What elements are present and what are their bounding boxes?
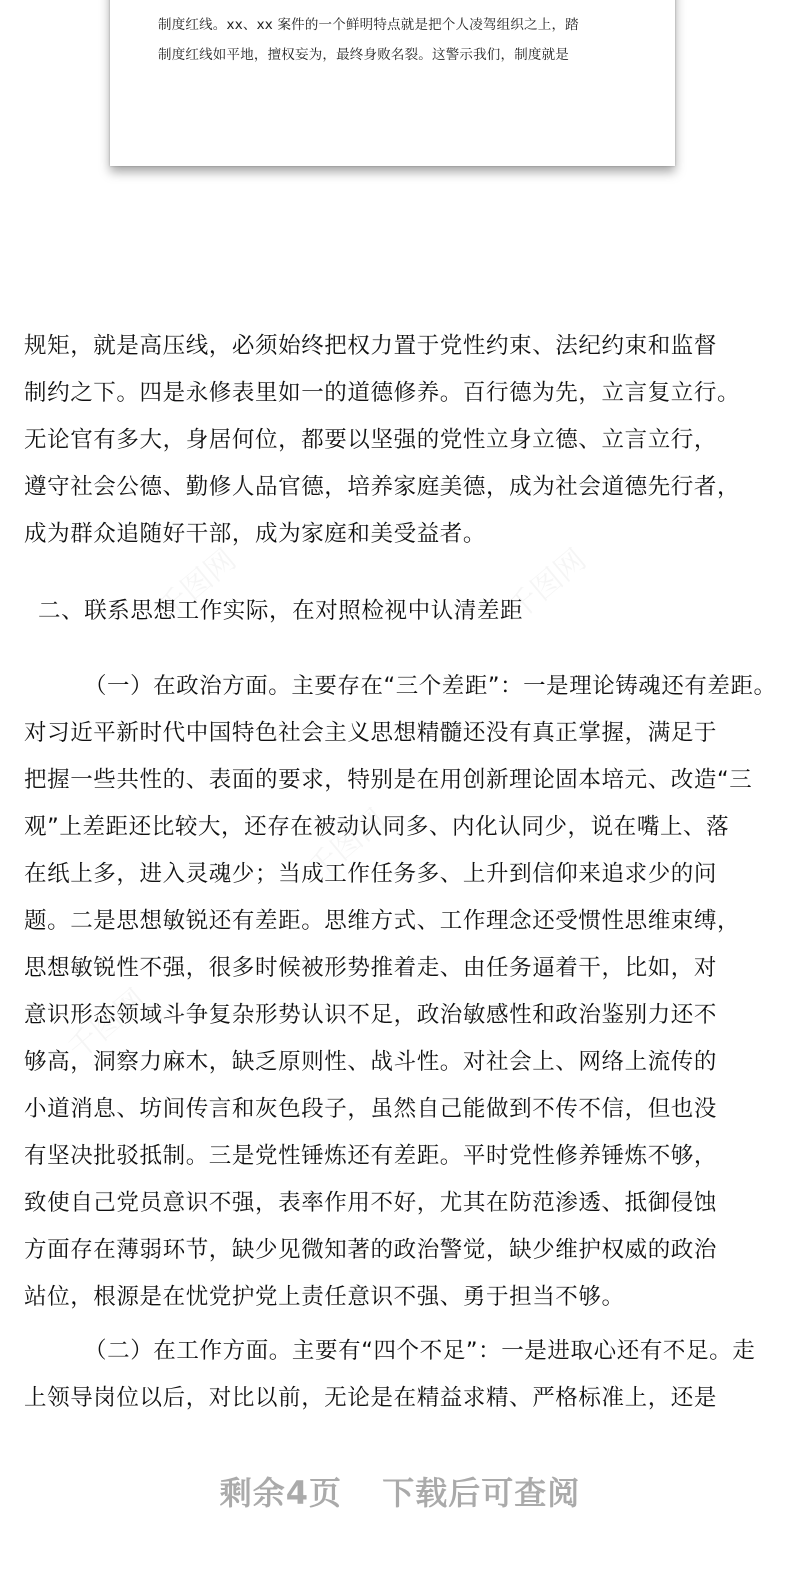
text-line: 题。二是思想敏锐还有差距。思维方式、工作理念还受惯性思维束缚， — [24, 908, 741, 934]
text-line: 观”上差距还比较大，还存在被动认同多、内化认同少，说在嘴上、落 — [24, 814, 730, 840]
preview-card — [110, 0, 675, 166]
remaining-pages: 剩余4页 — [219, 1474, 343, 1512]
preview-line: 制度红线。xx、xx 案件的一个鲜明特点就是把个人凌驾组织之上，踏 — [158, 17, 579, 33]
text-line: （二）在工作方面。主要有“四个不足”：一是进取心还有不足。走 — [84, 1338, 756, 1364]
text-line: 够高，洞察力麻木，缺乏原则性、战斗性。对社会上、网络上流传的 — [24, 1049, 718, 1075]
text-line: 致使自己党员意识不强，表率作用不好，尤其在防范渗透、抵御侵蚀 — [24, 1190, 718, 1216]
text-line: 规矩，就是高压线，必须始终把权力置于党性约束、法纪约束和监督 — [24, 333, 718, 359]
text-line: 遵守社会公德、勤修人品官德，培养家庭美德，成为社会道德先行者， — [24, 474, 741, 500]
text-line: 方面存在薄弱环节，缺少见微知著的政治警觉，缺少维护权威的政治 — [24, 1237, 718, 1263]
text-line: 站位，根源是在忧党护党上责任意识不强、勇于担当不够。 — [24, 1284, 625, 1310]
download-prompt[interactable] — [0, 1468, 800, 1514]
text-line: 无论官有多大，身居何位，都要以坚强的党性立身立德、立言立行， — [24, 427, 718, 453]
text-line: 有坚决批驳抵制。三是党性锤炼还有差距。平时党性修养锤炼不够， — [24, 1143, 718, 1169]
text-line: 在纸上多，进入灵魂少；当成工作任务多、上升到信仰来追求少的问 — [24, 861, 718, 887]
text-line: 上领导岗位以后，对比以前，无论是在精益求精、严格标准上，还是 — [24, 1385, 718, 1411]
text-line: 成为群众追随好干部，成为家庭和美受益者。 — [24, 521, 487, 547]
text-line: 把握一些共性的、表面的要求，特别是在用创新理论固本培元、改造“三 — [24, 767, 753, 793]
section-heading: 二、联系思想工作实际，在对照检视中认清差距 — [38, 598, 524, 624]
text-line: 小道消息、坊间传言和灰色段子，虽然自己能做到不传不信，但也没 — [24, 1096, 718, 1122]
text-line: 思想敏锐性不强，很多时候被形势推着走、由任务逼着干，比如，对 — [24, 955, 718, 981]
download-to-view: 下载后可查阅 — [382, 1474, 581, 1512]
text-line: 意识形态领域斗争复杂形势认识不足，政治敏感性和政治鉴别力还不 — [24, 1002, 718, 1028]
text-line: 对习近平新时代中国特色社会主义思想精髓还没有真正掌握，满足于 — [24, 720, 718, 746]
text-line: （一）在政治方面。主要存在“三个差距”：一是理论铸魂还有差距。 — [84, 673, 777, 699]
preview-line: 制度红线如平地，擅权妄为，最终身败名裂。这警示我们，制度就是 — [158, 47, 569, 63]
text-line: 制约之下。四是永修表里如一的道德修养。百行德为先，立言复立行。 — [24, 380, 741, 406]
